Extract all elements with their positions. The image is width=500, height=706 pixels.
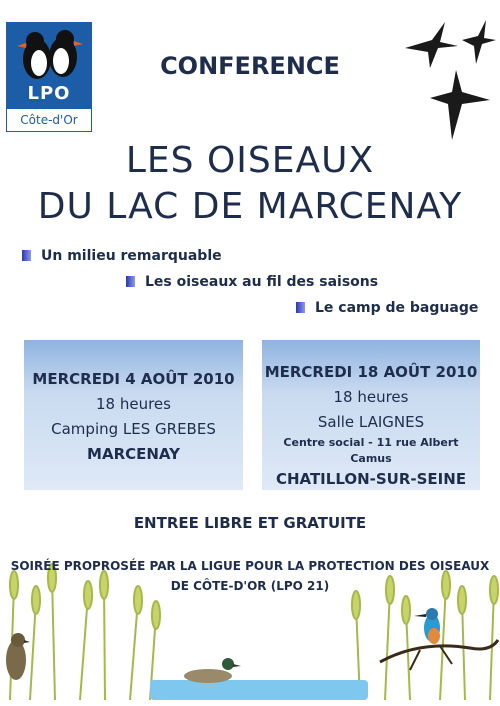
entry-info: ENTREE LIBRE ET GRATUITE [133, 514, 367, 532]
duck-icon [184, 658, 241, 683]
event-address: Centre social - 11 rue Albert Camus [283, 436, 459, 465]
title-line-1: LES OISEAUX [125, 140, 375, 181]
puffins-icon [7, 23, 91, 83]
event-town: CHATILLON-SUR-SEINE [275, 470, 467, 488]
topic-item [296, 300, 478, 316]
bullet-square-icon [22, 250, 31, 261]
event-card-chatillon [262, 340, 480, 490]
event-date: MERCREDI 4 AOÛT 2010 [32, 370, 235, 388]
organiser-info [0, 556, 500, 596]
organiser-line-2: DE CÔTE-D'OR (LPO 21) [170, 579, 330, 593]
topic-item [22, 248, 222, 264]
event-venue: Camping LES GREBES [51, 420, 216, 438]
logo-region: Côte-d'Or [20, 113, 78, 127]
kingfisher-icon [380, 608, 498, 670]
lpo-logo [6, 22, 92, 132]
event-date: MERCREDI 18 AOÛT 2010 [264, 363, 478, 381]
event-card-marcenay [24, 340, 243, 490]
conference-heading: CONFERENCE [160, 52, 340, 80]
event-time: 18 heures [333, 388, 409, 406]
title-line-2: DU LAC DE MARCENAY [37, 186, 463, 227]
page-title [0, 138, 500, 230]
event-venue: Salle LAIGNES [317, 413, 425, 431]
flying-birds-icon [405, 20, 496, 140]
topic-label: Les oiseaux au fil des saisons [145, 274, 379, 290]
topic-label: Le camp de baguage [315, 300, 479, 316]
small-bird-icon [6, 633, 30, 680]
event-time: 18 heures [96, 395, 171, 413]
organiser-line-1: SOIRÉE PROPROSÉE PAR LA LIGUE POUR LA PROTECTION DES OISEAUX [10, 559, 490, 573]
logo-org: LPO [27, 83, 71, 104]
lake-water [150, 680, 368, 700]
topic-item [126, 274, 378, 290]
bullet-square-icon [296, 302, 305, 313]
topic-label: Un milieu remarquable [41, 248, 222, 264]
bullet-square-icon [126, 276, 135, 287]
event-town: MARCENAY [87, 445, 180, 463]
